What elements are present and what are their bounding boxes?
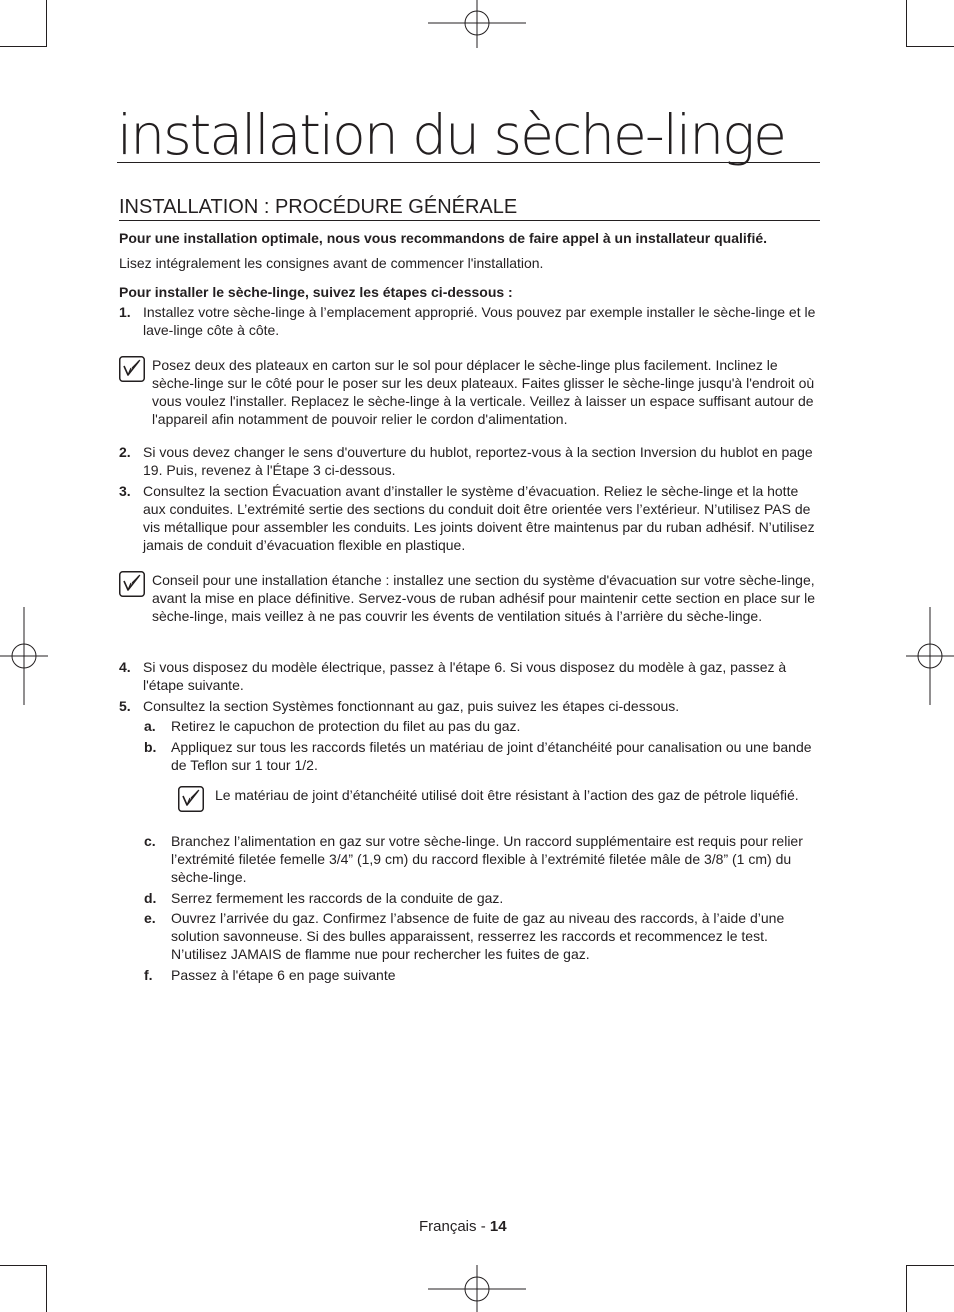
crop-mark [906, 1265, 907, 1312]
note-box [119, 571, 820, 625]
step-number: 1. [119, 304, 131, 320]
note-text: Posez deux des plateaux en carton sur le sol pour déplacer le sèche-linge plus facilement. Inclinez le sèche-linge sur le côté pour le poser sur les deux plateaux. Faites glisser le sèche-linge jusqu'à l'endroit où vous voulez l'installer. Replacez le sèche-linge à la verticale. Veillez à laisser un espace suffisant autour de l'appareil afin notamment de pouvoir relier le cordon d'alimentation. [152, 357, 815, 427]
step-text: Installez votre sèche-linge à l’emplacement approprié. Vous pouvez par exemple installer le sèche-linge et le lave-linge côte à côte. [143, 304, 816, 338]
substep-item [144, 717, 820, 735]
step-item [119, 482, 820, 554]
substep-letter: d. [144, 890, 157, 906]
intro-bold: Pour une installation optimale, nous vous recommandons de faire appel à un installateur qualifié. [119, 230, 768, 246]
step-number: 2. [119, 444, 131, 460]
crop-mark [0, 46, 46, 47]
step-item [119, 303, 820, 339]
footer-separator: - [480, 1218, 486, 1235]
substep-text: Ouvrez l’arrivée du gaz. Confirmez l’absence de fuite de gaz au niveau des raccords, à l’aide d’une solution savonneuse. Si des bulles apparaissent, resserrez les raccords et recommencez le test. N’utilisez JAMAIS de flamme nue pour rechercher les fuites de gaz. [171, 910, 785, 962]
note-text: Le matériau de joint d’étanchéité utilisé doit être résistant à l’action des gaz de pétrole liquéfié. [215, 787, 799, 803]
substep-letter: f. [144, 967, 153, 983]
crop-mark [46, 0, 47, 47]
note-text: Conseil pour une installation étanche : installez une section du système d'évacuation sur votre sèche-linge, avant la mise en place définitive. Servez-vous de ruban adhésif pour maintenir cette section en place sur le sèche-linge, mais veillez à ne pas couvrir les évents de ventilation situés à l’arrière du sèche-linge. [152, 572, 816, 624]
step-item [119, 443, 820, 479]
substep-item [144, 738, 820, 774]
crop-mark [0, 1265, 46, 1266]
substep-letter: c. [144, 833, 156, 849]
crop-mark [907, 1265, 954, 1266]
page-number: 14 [489, 1218, 507, 1235]
substep-text: Passez à l'étape 6 en page suivante [171, 967, 396, 983]
registration-mark-icon [0, 607, 48, 705]
substep-item [144, 889, 820, 907]
step-number: 3. [119, 483, 131, 499]
substep-text: Branchez l’alimentation en gaz sur votre sèche-linge. Un raccord supplémentaire est requis pour relier l’extrémité filetée femelle 3/4” (1,9 cm) du raccord flexible à l’extrémité filetée mâle de 3/8” (1 cm) du sèche-linge. [171, 833, 803, 885]
note-box [178, 786, 820, 804]
crop-mark [906, 0, 907, 47]
step-number: 4. [119, 659, 131, 675]
note-pencil-icon [119, 356, 145, 382]
step-number: 5. [119, 698, 131, 714]
footer-language: Français [419, 1218, 477, 1235]
note-pencil-icon [119, 571, 145, 597]
page-title: installation du sèche-linge [117, 108, 820, 163]
note-pencil-icon [178, 786, 204, 812]
substep-item [144, 909, 820, 963]
step-text: Consultez la section Systèmes fonctionnant au gaz, puis suivez les étapes ci-dessous. [143, 698, 680, 714]
registration-mark-icon [428, 0, 526, 48]
section-title: INSTALLATION : PROCÉDURE GÉNÉRALE [119, 194, 820, 221]
substep-item [144, 966, 820, 984]
registration-mark-icon [906, 607, 954, 705]
steps-heading: Pour installer le sèche-linge, suivez les étapes ci-dessous : [119, 284, 513, 300]
step-text: Si vous disposez du modèle électrique, passez à l'étape 6. Si vous disposez du modèle à gaz, passez à l'étape suivante. [143, 659, 787, 693]
step-text: Si vous devez changer le sens d'ouverture du hublot, reportez-vous à la section Inversion du hublot en page 19. Puis, revenez à l'Étape 3 ci-dessous. [143, 444, 813, 478]
note-box [119, 356, 820, 428]
page-footer [419, 1218, 507, 1236]
substep-letter: a. [144, 718, 156, 734]
registration-mark-icon [428, 1265, 526, 1312]
step-text: Consultez la section Évacuation avant d’installer le système d’évacuation. Reliez le sèche-linge et la hotte aux conduites. L’extrémité sertie des sections du conduit doit être orientée vers l’extérieur. N’utilisez PAS de vis métallique pour assembler les conduits. Les joints doivent être maintenus par du ruban adhésif. N’utilisez jamais de conduit d’évacuation flexible en plastique. [143, 483, 815, 553]
substep-letter: e. [144, 910, 156, 926]
step-item [119, 658, 820, 694]
intro-text: Lisez intégralement les consignes avant de commencer l'installation. [119, 255, 544, 271]
crop-mark [907, 46, 954, 47]
substep-text: Retirez le capuchon de protection du filet au pas du gaz. [171, 718, 521, 734]
step-item [119, 697, 820, 715]
substep-letter: b. [144, 739, 157, 755]
crop-mark [46, 1265, 47, 1312]
substep-item [144, 832, 820, 886]
substep-text: Serrez fermement les raccords de la conduite de gaz. [171, 890, 504, 906]
substep-text: Appliquez sur tous les raccords filetés un matériau de joint d’étanchéité pour canalisation ou une bande de Teflon sur 1 tour 1/2. [171, 739, 812, 773]
